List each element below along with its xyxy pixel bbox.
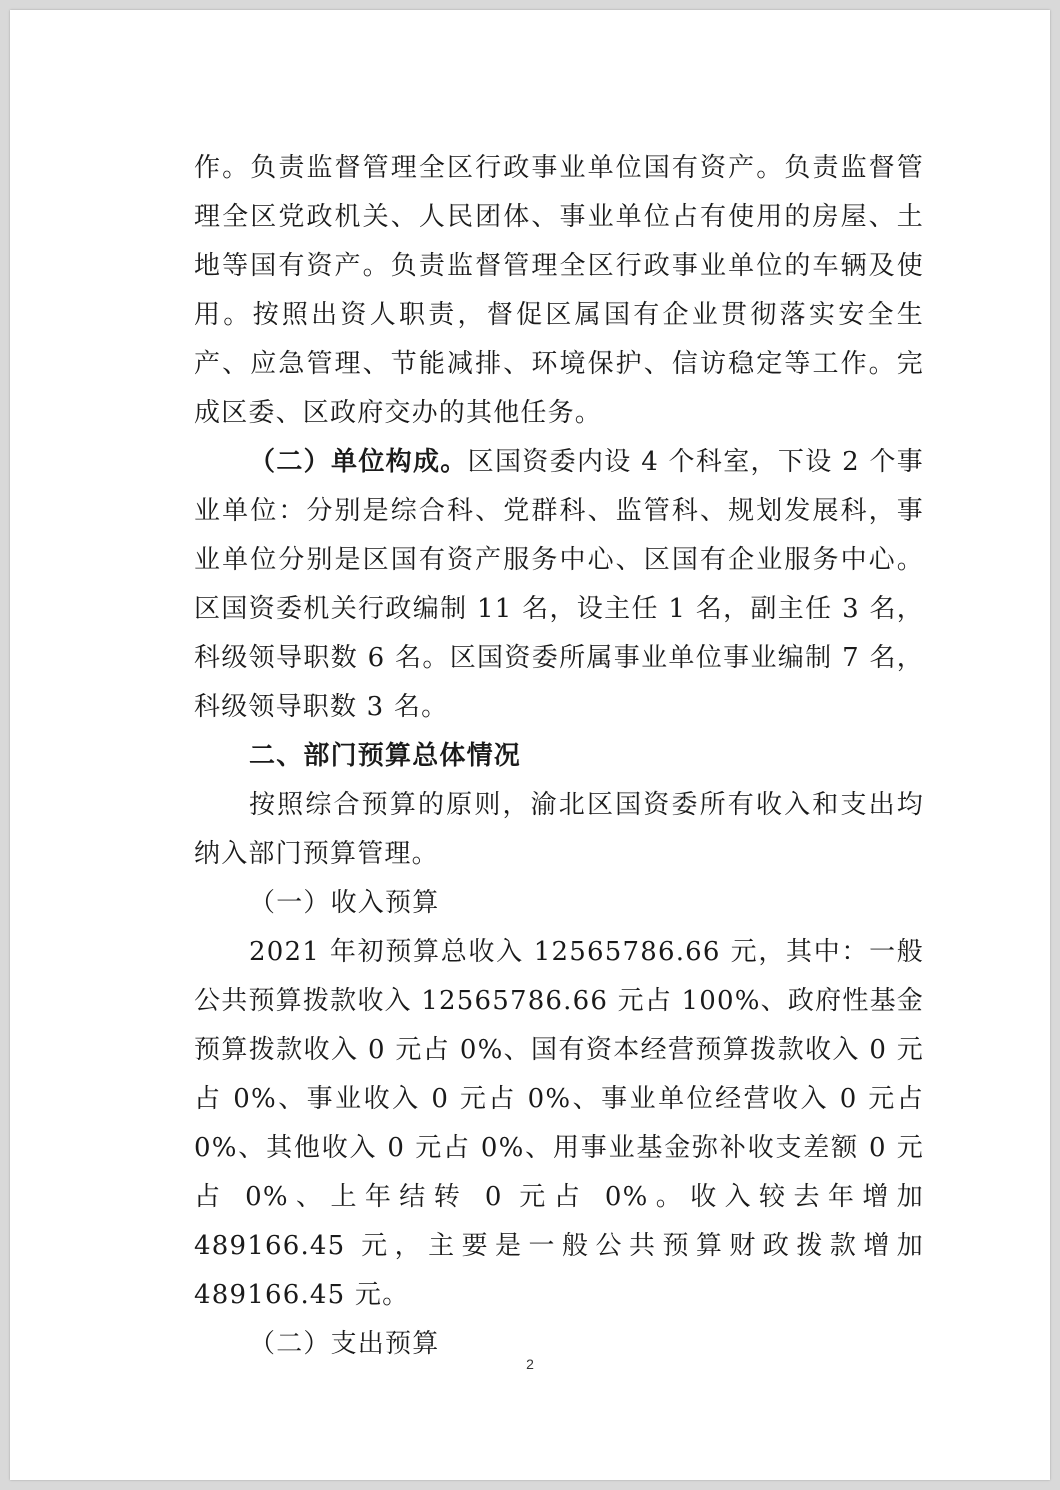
- document-page: [10, 10, 1050, 1480]
- paragraph-budget-principle: 按照综合预算的原则，渝北区国资委所有收入和支出均纳入部门预算管理。: [194, 790, 924, 869]
- page-number: 2: [526, 1356, 534, 1372]
- unit-composition-lead: （二）单位构成。: [249, 447, 468, 477]
- document-body: [194, 144, 924, 1369]
- subheading-expense-budget: （二）支出预算: [249, 1329, 440, 1359]
- unit-composition-body: 区国资委内设 4 个科室，下设 2 个事业单位：分别是综合科、党群科、监管科、规划发展科，事业单位分别是区国有资产服务中心、区国有企业服务中心。区国资委机关行政编制 11 名，设主任 1 名，副主任 3 名，科级领导职数 6 名。区国资委所属事业单位事业编制 7 名，科级领导职数 3 名。: [194, 447, 924, 722]
- subheading-income-budget: （一）收入预算: [249, 888, 440, 918]
- paragraph-income-details: 2021 年初预算总收入 12565786.66 元，其中：一般公共预算拨款收入 12565786.66 元占 100%、政府性基金预算拨款收入 0 元占 0%、国有资本经营预算拨款收入 0 元占 0%、事业收入 0 元占 0%、事业单位经营收入 0 元占 0%、其他收入 0 元占 0%、用事业基金弥补收支差额 0 元占 0%、上年结转 0 元占 0%。收入较去年增加 489166.45 元，主要是一般公共预算财政拨款增加 489166.45 元。: [194, 937, 924, 1310]
- paragraph-unit-composition: [194, 438, 924, 732]
- paragraph-responsibilities: 作。负责监督管理全区行政事业单位国有资产。负责监督管理全区党政机关、人民团体、事业单位占有使用的房屋、土地等国有资产。负责监督管理全区行政事业单位的车辆及使用。按照出资人职责，督促区属国有企业贯彻落实安全生产、应急管理、节能减排、环境保护、信访稳定等工作。完成区委、区政府交办的其他任务。: [194, 153, 924, 428]
- section-heading-budget-overview: 二、部门预算总体情况: [249, 741, 522, 771]
